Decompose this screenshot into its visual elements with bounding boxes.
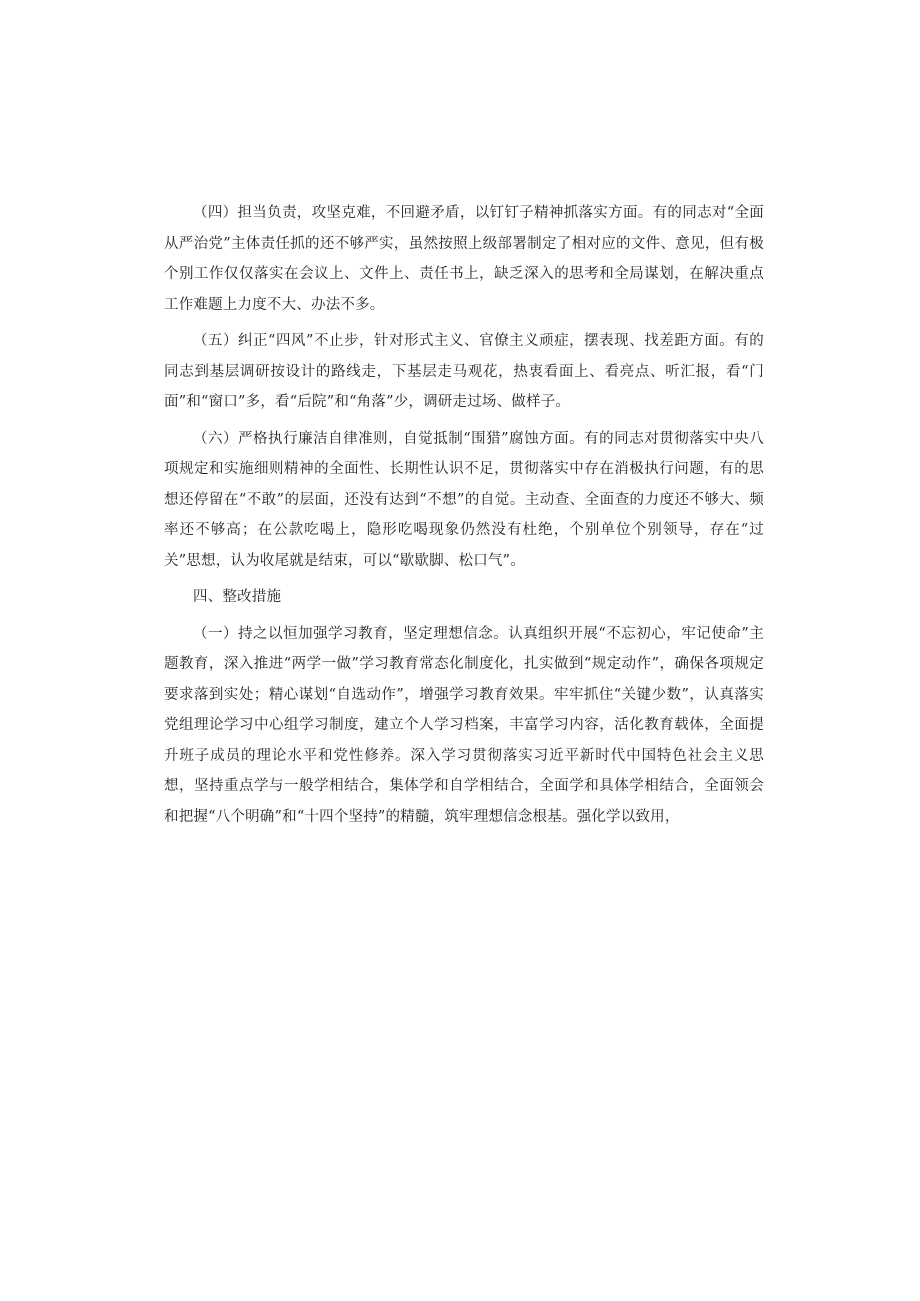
paragraph-five: （五）纠正“四风”不止步，针对形式主义、官僚主义顽症，摆表现、找差距方面。有的同志到基层调研按设计的路线走，下基层走马观花，热衷看面上、看亮点、听汇报，看“门面”和“窗口”多，看“后院”和“角落”少，调研走过场、做样子。 [164, 333, 764, 410]
measure-one: （一）持之以恒加强学习教育，坚定理想信念。认真组织开展“不忘初心，牢记使命”主题教育，深入推进“两学一做”学习教育常态化制度化，扎实做到“规定动作”，确保各项规定要求落到实处；精心谋划“自选动作”，增强学习教育效果。牢牢抓住“关键少数”，认真落实党组理论学习中心组学习制度，建立个人学习档案，丰富学习内容，活化教育载体，全面提升班子成员的理论水平和党性修养。深入学习贯彻落实习近平新时代中国特色社会主义思想，坚持重点学与一般学相结合，集体学和自学相结合，全面学和具体学相结合，全面领会和把握“八个明确”和“十四个坚持”的精髓，筑牢理想信念根基。强化学以致用， [164, 625, 764, 825]
paragraph-four: （四）担当负责，攻坚克难，不回避矛盾，以钉钉子精神抓落实方面。有的同志对“全面从严治党”主体责任抓的还不够严实，虽然按照上级部署制定了相对应的文件、意见，但有极个别工作仅仅落实在会议上、文件上、责任书上，缺乏深入的思考和全局谋划，在解决重点工作难题上力度不大、办法不多。 [164, 205, 764, 313]
section-heading: 四、整改措施 [193, 589, 282, 605]
document-body [164, 198, 764, 832]
paragraph-six: （六）严格执行廉洁自律准则，自觉抵制“围猎”腐蚀方面。有的同志对贯彻落实中央八项规定和实施细则精神的全面性、长期性认识不足，贯彻落实中存在消极执行问题，有的思想还停留在“不敢”的层面，还没有达到“不想”的自觉。主动查、全面查的力度还不够大、频率还不够高；在公款吃喝上，隐形吃喝现象仍然没有杜绝，个别单位个别领导，存在“过关”思想，认为收尾就是结束，可以“歇歇脚、松口气”。 [164, 430, 764, 569]
